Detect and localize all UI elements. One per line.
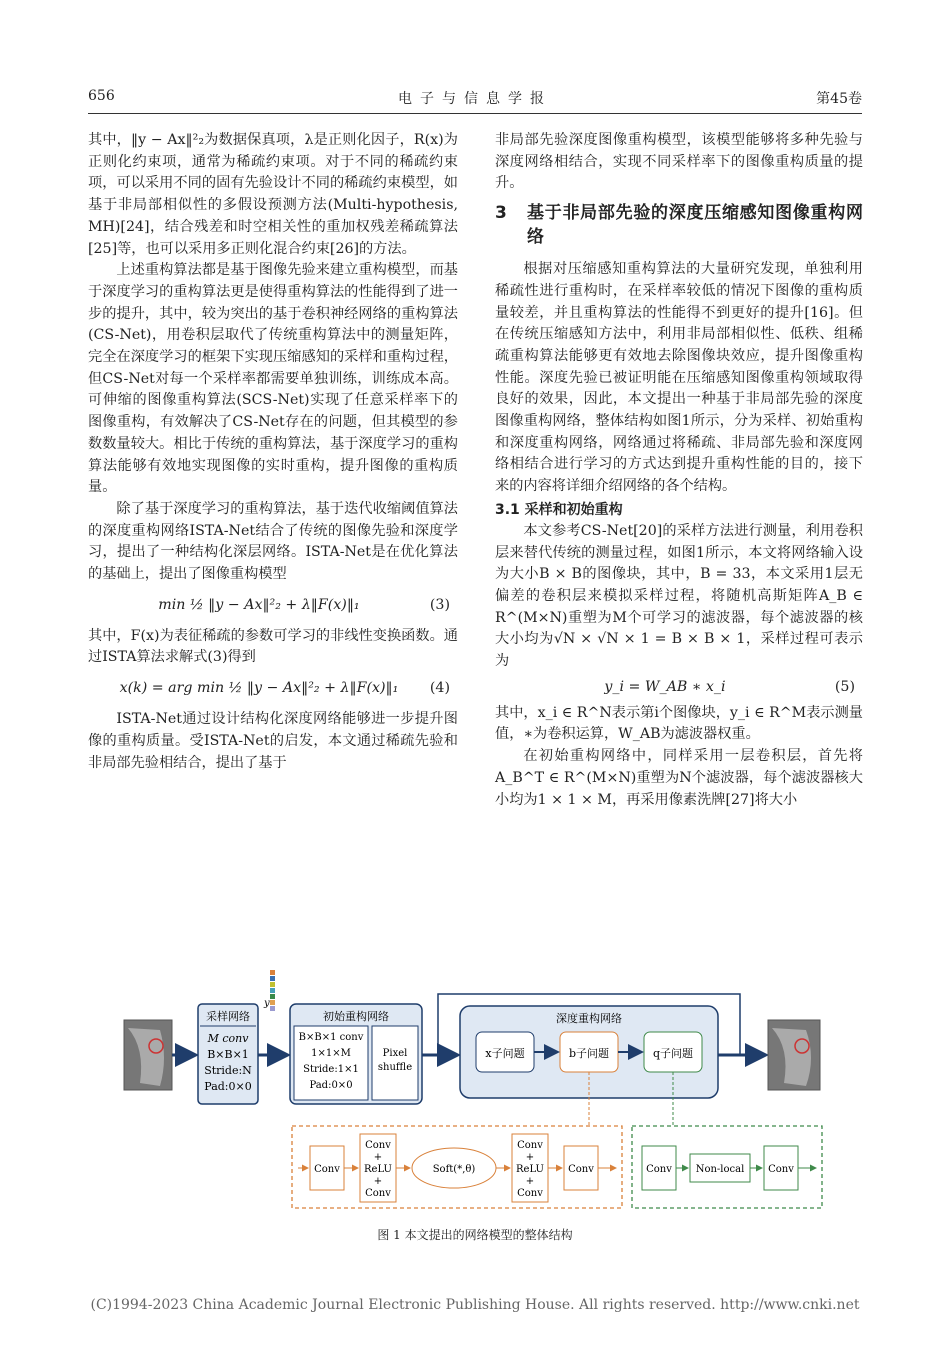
pixel-shuffle-label: shuffle	[377, 1062, 413, 1073]
b-subproblem-detail	[292, 1126, 622, 1208]
conv-label: Conv	[365, 1188, 391, 1199]
strip-cell	[270, 970, 275, 975]
nonlocal-label: Non-local	[695, 1164, 745, 1175]
deep-title: 深度重构网络	[556, 1012, 622, 1025]
init-title: 初始重构网络	[323, 1010, 389, 1023]
plus-label: +	[525, 1152, 535, 1163]
plus-label: +	[373, 1176, 383, 1187]
plus-label: +	[525, 1176, 535, 1187]
init-line: Pad:0×0	[309, 1080, 353, 1091]
paragraph: 其中，x_i ∈ R^N表示第i个图像块，y_i ∈ R^M表示测量值，∗为卷积运算，W_AB为滤波器权重。	[495, 704, 863, 743]
q-subproblem-detail	[632, 1126, 822, 1208]
soft-threshold-label: Soft(*,θ)	[432, 1164, 476, 1175]
section-number: 3	[495, 203, 507, 224]
paragraph: 其中，F(x)为表征稀疏的参数可学习的非线性变换函数。通过ISTA算法求解式(3)得到	[88, 627, 458, 666]
equation-number: (4)	[429, 680, 450, 697]
figure-caption: 图 1 本文提出的网络模型的整体结构	[377, 1228, 573, 1242]
paragraph: 在初始重构网络中，同样采用一层卷积层，首先将A_B^T ∈ R^(M×N)重塑为N个滤波器，每个滤波器核大小均为1 × 1 × M，再采用像素洗牌[27]将大小	[495, 748, 863, 808]
right-column	[495, 130, 863, 811]
input-image	[124, 1020, 172, 1090]
strip-cell	[270, 994, 275, 999]
page-number: 656	[88, 88, 115, 104]
strip-cell	[270, 1000, 275, 1005]
sampling-line: M conv	[207, 1032, 249, 1045]
y-label: y	[264, 998, 270, 1009]
copyright-footer: (C)1994-2023 China Academic Journal Electronic Publishing House. All rights reserved. http://www.cnki.net	[90, 1297, 860, 1313]
relu-label: ReLU	[516, 1164, 544, 1175]
paragraph: 非局部先验深度图像重构模型，该模型能够将多种先验与深度网络相结合，实现不同采样率下的图像重构质量的提升。	[495, 132, 863, 192]
equation-5	[495, 673, 863, 703]
equation-4	[88, 669, 458, 709]
equation-number: (3)	[429, 596, 450, 613]
conv-label: Conv	[314, 1164, 340, 1175]
sampling-line: Stride:N	[204, 1064, 252, 1077]
equation-number: (5)	[834, 678, 855, 695]
strip-cell	[270, 1006, 275, 1011]
sampling-line: Pad:0×0	[204, 1080, 252, 1093]
paragraph: 根据对压缩感知重构算法的大量研究发现，单独利用稀疏性进行重构时，在采样率较低的情况下图像的重构质量较差，并且重构算法的性能得不到更好的提升[16]。但在传统压缩感知方法中，利用非局部相似性、低秩、组稀疏重构算法能够更有效地去除图像块效应，提升图像重构性能。深度先验已被证明能在压缩感知图像重构领域取得良好的效果，因此，本文提出一种基于非局部先验的深度图像重构网络，整体结构如图1所示，分为采样、初始重构和深度重构网络，网络通过将稀疏、非局部先验和深度网络相结合进行学习的方式达到提升重构性能的目的，接下来的内容将详细介绍网络的各个结构。	[495, 261, 863, 495]
equation-formula: y_i = W_AB ∗ x_i	[604, 678, 726, 695]
page-header	[88, 88, 862, 112]
journal-title: 电子与信息学报	[398, 91, 552, 107]
sampling-title: 采样网络	[206, 1010, 250, 1023]
network-diagram	[120, 968, 830, 1228]
init-line: Stride:1×1	[303, 1064, 359, 1075]
strip-cell	[270, 982, 275, 987]
q-subproblem: q子问题	[652, 1047, 694, 1060]
conv-label: Conv	[568, 1164, 594, 1175]
strip-cell	[270, 976, 275, 981]
plus-label: +	[373, 1152, 383, 1163]
equation-3	[88, 586, 458, 626]
sampling-network-box	[198, 1004, 258, 1104]
conv-label: Conv	[646, 1164, 672, 1175]
relu-label: ReLU	[364, 1164, 392, 1175]
equation-formula: x(k) = arg min ½ ‖y − Ax‖²₂ + λ‖F(x)‖₁	[119, 680, 399, 697]
section-title: 基于非局部先验的深度压缩感知图像重构网络	[527, 203, 863, 248]
paragraph: 其中，‖y − Ax‖²₂为数据保真项，λ是正则化因子，R(x)为正则化约束项，通常为稀疏约束项。对于不同的稀疏约束项，可以采用不同的固有先验设计不同的稀疏约束模型，如基于非局部相似性的多假设预测方法(Multi-hypothesis, MH)[24]，结合残差和时空相关性的重加权残差稀疏算法[25]等，也可以采用多正则化混合约束[26]的方法。	[88, 132, 458, 257]
subsection-heading: 3.1 采样和初始重构	[495, 501, 623, 518]
initial-reconstruction-box	[290, 1004, 422, 1104]
x-subproblem: x子问题	[485, 1047, 525, 1060]
header-rule	[88, 113, 862, 114]
section-heading	[495, 201, 863, 249]
conv-label: Conv	[517, 1188, 543, 1199]
output-image	[768, 1020, 820, 1090]
sampling-line: B×B×1	[207, 1048, 249, 1061]
measurement-strip	[270, 970, 275, 1011]
paragraph: 除了基于深度学习的重构算法，基于迭代收缩阈值算法的深度重构网络ISTA-Net结合了传统的图像先验和深度学习，提出了一种结构化深层网络。ISTA-Net是在优化算法的基础上，提出了图像重构模型	[88, 500, 458, 583]
pixel-shuffle-label: Pixel	[382, 1048, 408, 1059]
paragraph: 本文参考CS-Net[20]的采样方法进行测量，利用卷积层来替代传统的测量过程，如图1所示，本文将网络输入设为大小B × B的图像块，其中，B = 33，本文采用1层无偏差的卷积层来模拟采样过程，将随机高斯矩阵A_B ∈ R^(M×N)重塑为M个可学习的滤波器，每个滤波器的核大小均为√N × √N × 1 = B × B × 1，采样过程可表示为	[495, 522, 863, 670]
paragraph: ISTA-Net通过设计结构化深度网络能够进一步提升图像的重构质量。受ISTA-Net的启发，本文通过稀疏先验和非局部先验相结合，提出了基于	[88, 711, 458, 771]
strip-cell	[270, 988, 275, 993]
equation-formula: min ½ ‖y − Ax‖²₂ + λ‖F(x)‖₁	[158, 596, 360, 613]
init-line: 1×1×M	[311, 1048, 351, 1059]
network-figure	[120, 968, 830, 1242]
init-line: B×B×1 conv	[298, 1032, 364, 1043]
paragraph: 上述重构算法都是基于图像先验来建立重构模型，而基于深度学习的重构算法更是使得重构算法的性能得到了进一步的提升，其中，较为突出的基于卷积神经网络的重构算法(CS-Net)，用卷积层取代了传统重构算法中的测量矩阵，完全在深度学习的框架下实现压缩感知的采样和重构过程，但CS-Net对每一个采样率都需要单独训练，训练成本高。可伸缩的图像重构算法(SCS-Net)实现了任意采样率下的图像重构，有效解决了CS-Net存在的问题，但其模型的参数数量较大。相比于传统的重构算法，基于深度学习的重构算法能够有效地实现图像的实时重构，提升图像的重构质量。	[88, 262, 458, 496]
conv-label: Conv	[365, 1140, 391, 1151]
conv-label: Conv	[517, 1140, 543, 1151]
left-column	[88, 130, 458, 774]
volume-label: 第45卷	[816, 91, 862, 107]
b-subproblem: b子问题	[568, 1047, 610, 1060]
conv-label: Conv	[768, 1164, 794, 1175]
